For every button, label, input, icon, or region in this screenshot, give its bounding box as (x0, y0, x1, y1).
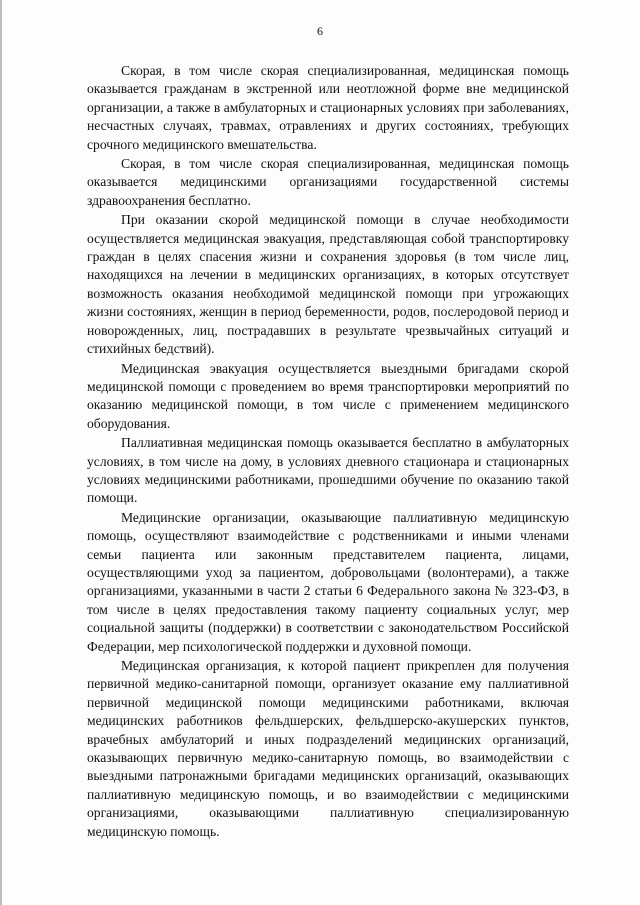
paragraph-primary-care-organization: Медицинская организация, к которой пациент прикреплен для получения первичной медико-санитарной помощи, организует оказание ему паллиативной первичной медицинской помощи медицинскими работниками, включая медицинских работников фельдшерских, фельдшерско-акушерских пунктов, врачебных амбулаторий и иных подразделений медицинских организаций, оказывающих первичную медико-санитарную помощь, во взаимодействии с выездными патронажными бригадами медицинских организаций, оказывающих паллиативную медицинскую помощь, и во взаимодействии с медицинскими организациями, оказывающими паллиативную специализированную медицинскую помощь. (87, 658, 569, 839)
paragraph-palliative-care: Паллиативная медицинская помощь оказывается бесплатно в амбулаторных условиях, в том числе на дому, в условиях дневного стационара и стационарных условиях медицинскими работниками, прошедшими обучение по оказанию такой помощи. (87, 435, 569, 506)
document-body (87, 62, 569, 841)
scan-edge (0, 0, 2, 905)
paragraph-emergency-free: Скорая, в том числе скорая специализированная, медицинская помощь оказывается медицинскими организациями государственной системы здравоохранения бесплатно. (87, 156, 569, 208)
paragraph-emergency-care: Скорая, в том числе скорая специализированная, медицинская помощь оказывается гражданам в экстренной или неотложной форме вне медицинской организации, а также в амбулаторных и стационарных условиях при заболеваниях, несчастных случаях, травмах, отравлениях и других состояниях, требующих срочного медицинского вмешательства. (87, 63, 569, 152)
page-number: 6 (317, 24, 323, 38)
paragraph-evacuation-teams: Медицинская эвакуация осуществляется выездными бригадами скорой медицинской помощи с проведением во время транспортировки мероприятий по оказанию медицинской помощи, в том числе с применением медицинского оборудования. (87, 360, 569, 431)
paragraph-palliative-organizations: Медицинские организации, оказывающие паллиативную медицинскую помощь, осуществляют взаимодействие с родственниками и иными членами семьи пациента или законным представителем пациента, лицами, осуществляющими уход за пациентом, добровольцами (волонтерами), а также организациями, указанными в части 2 статьи 6 Федерального закона № 323-ФЗ, в том числе в целях предоставления такому пациенту социальных услуг, мер социальной защиты (поддержки) в соответствии с законодательством Российской Федерации, мер психологической поддержки и духовной помощи. (87, 509, 569, 654)
paragraph-medical-evacuation: При оказании скорой медицинской помощи в случае необходимости осуществляется медицинская эвакуация, представляющая собой транспортировку граждан в целях спасения жизни и сохранения здоровья (в том числе лиц, находящихся на лечении в медицинских организациях, в которых отсутствует возможность оказания необходимой медицинской помощи при угрожающих жизни состояниях, женщин в период беременности, родов, послеродовой период и новорожденных, лиц, пострадавших в результате чрезвычайных ситуаций и стихийных бедствий). (87, 212, 569, 357)
